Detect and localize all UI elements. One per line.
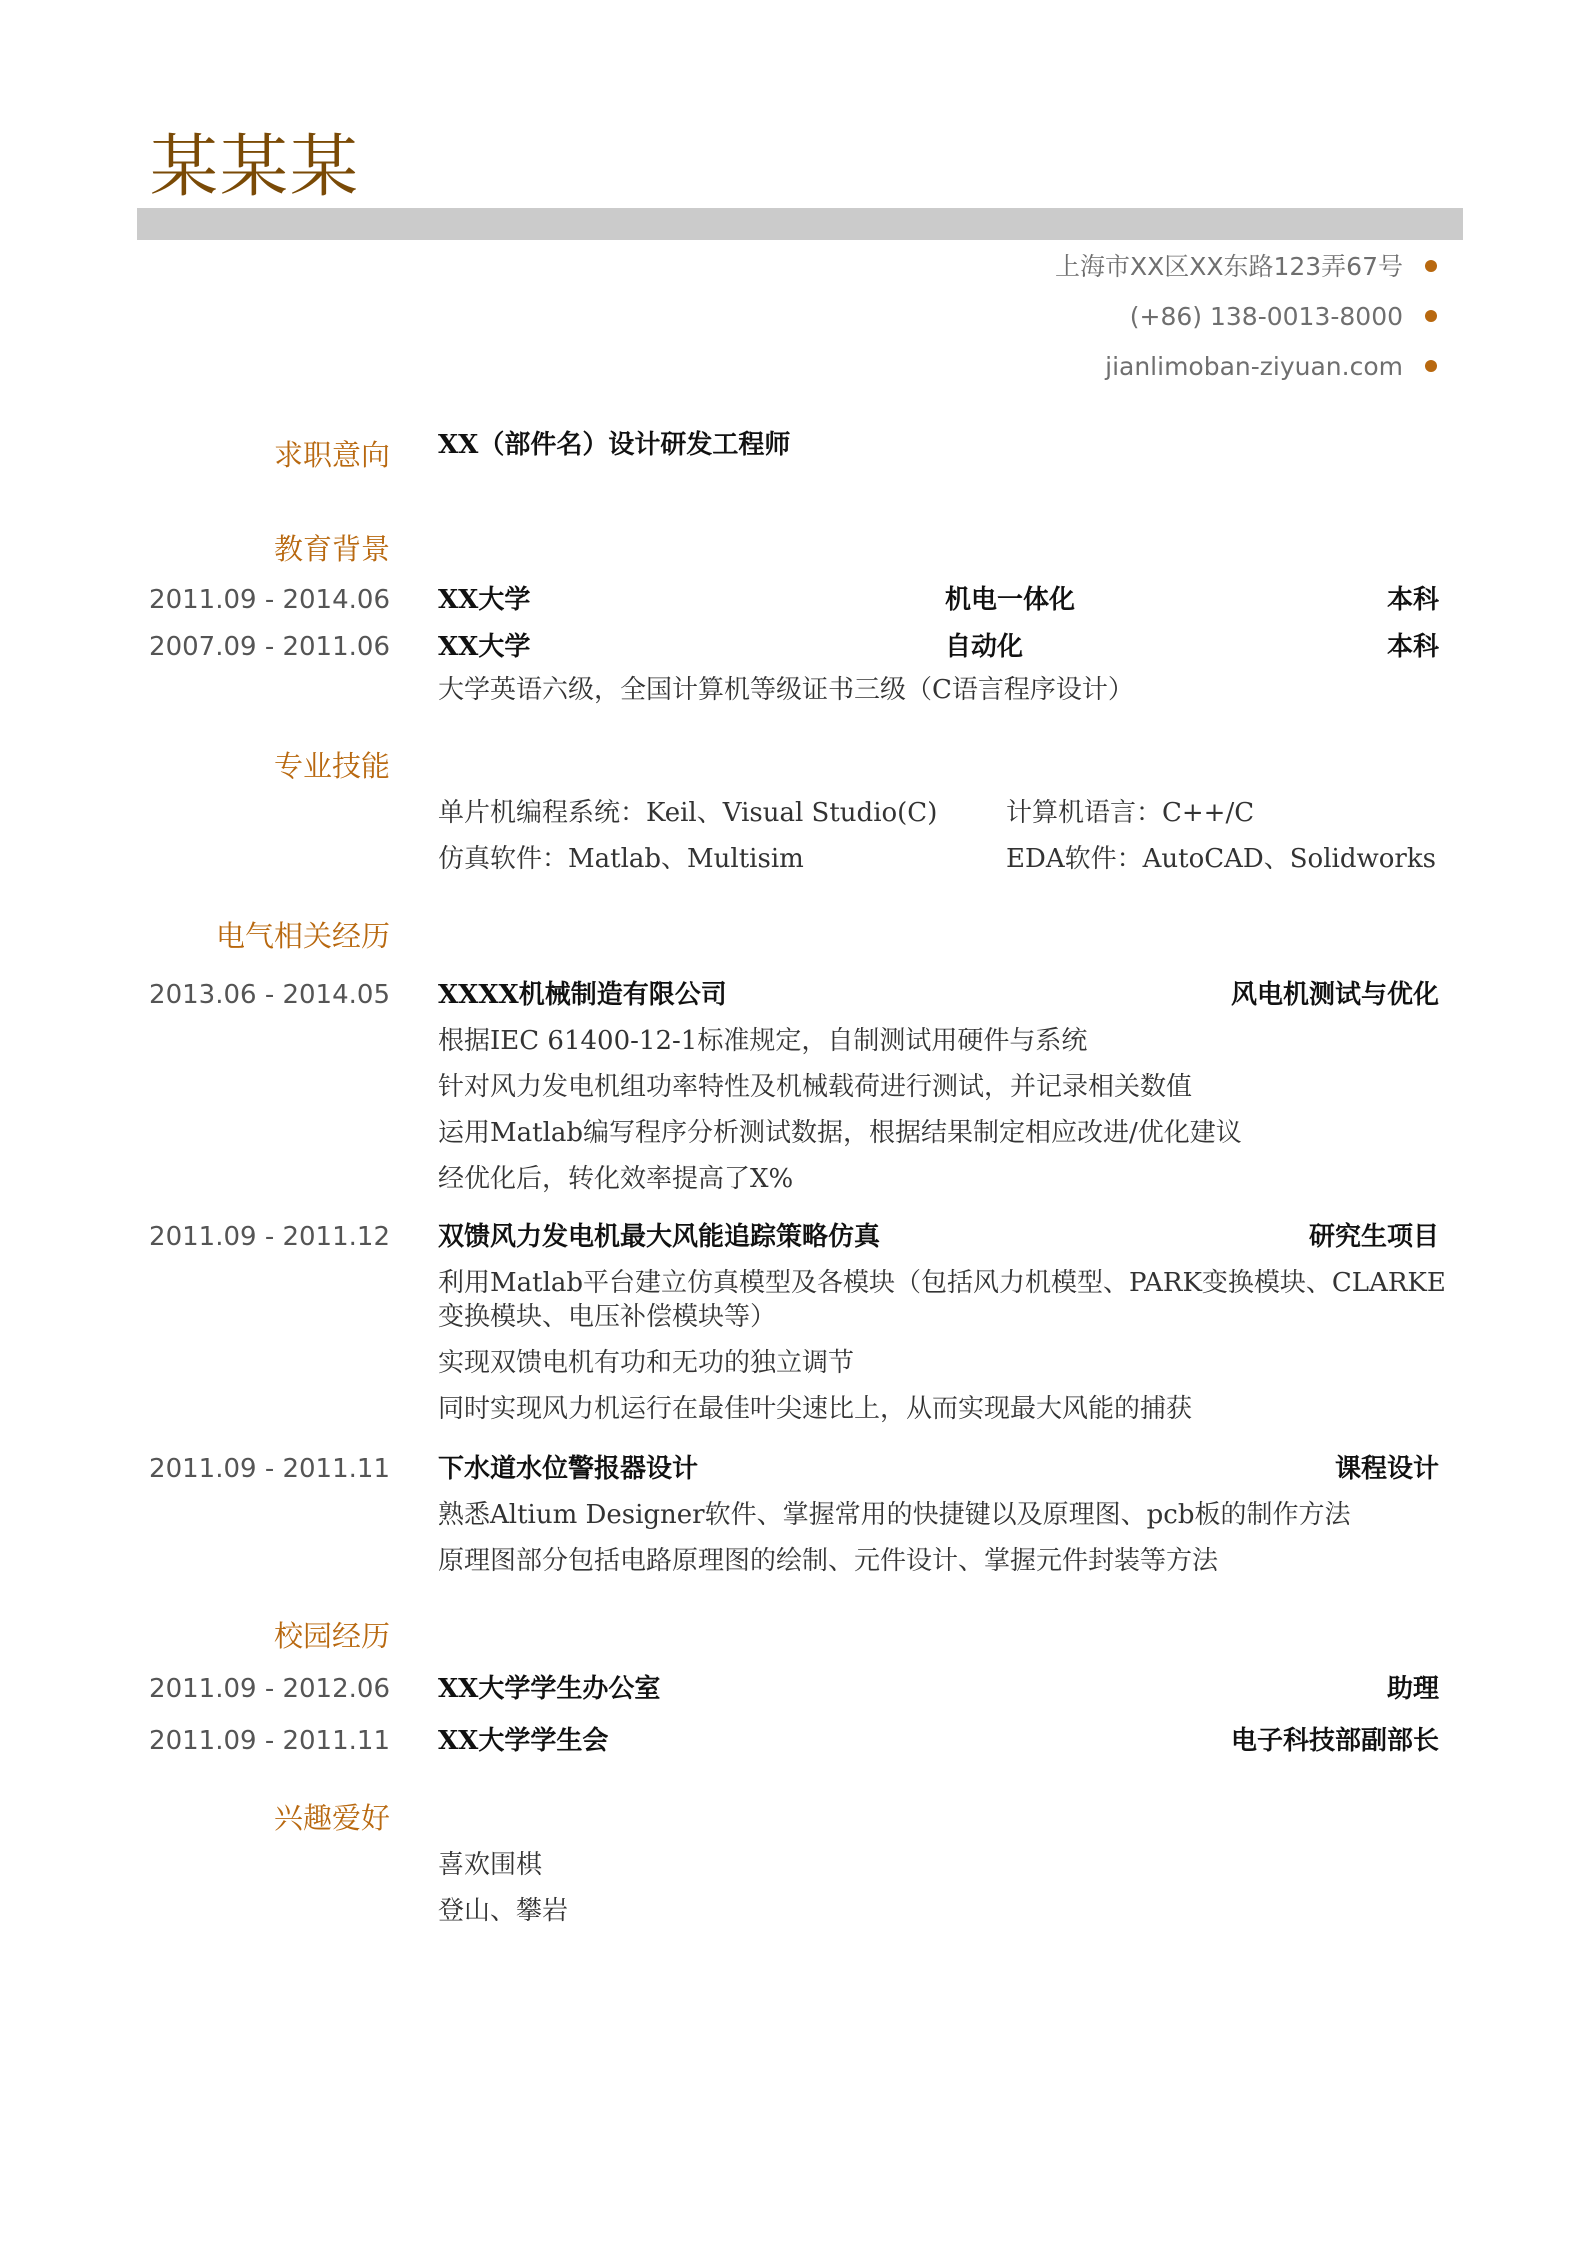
contact-website (1105, 350, 1437, 384)
skill-item: EDA软件：AutoCAD、Solidworks (1006, 844, 1436, 874)
campus-role: 电子科技部副部长 (1230, 1726, 1439, 1756)
experience-org: 双馈风力发电机最大风能追踪策略仿真 (438, 1222, 881, 1252)
section-title-objective: 求职意向 (273, 438, 390, 472)
experience-bullet: 原理图部分包括电路原理图的绘制、元件设计、掌握元件封装等方法 (438, 1546, 1219, 1576)
education-school: XX大学 (438, 585, 531, 615)
experience-role: 风电机测试与优化 (1230, 980, 1439, 1010)
experience-bullet: 经优化后，转化效率提高了X% (438, 1164, 794, 1194)
header-divider-bar (137, 208, 1463, 240)
experience-bullet: 实现双馈电机有功和无功的独立调节 (438, 1348, 855, 1378)
campus-date: 2011.09 - 2011.11 (149, 1726, 390, 1756)
campus-date: 2011.09 - 2012.06 (149, 1674, 390, 1704)
experience-org: 下水道水位警报器设计 (438, 1454, 699, 1484)
website-link[interactable]: jianlimoban-ziyuan.com (1105, 352, 1403, 381)
bullet-dot-icon (1425, 310, 1437, 322)
experience-bullet: 熟悉Altium Designer软件、掌握常用的快捷键以及原理图、pcb板的制作方法 (438, 1500, 1351, 1530)
experience-role: 研究生项目 (1308, 1222, 1439, 1252)
education-major: 机电一体化 (945, 585, 1076, 615)
skill-item: 计算机语言：C++/C (1006, 798, 1255, 828)
skill-item: 单片机编程系统：Keil、Visual Studio(C) (438, 798, 938, 828)
bullet-dot-icon (1425, 360, 1437, 372)
experience-role: 课程设计 (1334, 1454, 1439, 1484)
contact-address (1055, 250, 1437, 284)
education-note: 大学英语六级，全国计算机等级证书三级（C语言程序设计） (438, 675, 1134, 705)
objective-value: XX（部件名）设计研发工程师 (438, 430, 791, 460)
section-title-experience: 电气相关经历 (215, 919, 390, 953)
experience-org: XXXX机械制造有限公司 (438, 980, 727, 1010)
experience-date: 2011.09 - 2011.11 (149, 1454, 390, 1484)
section-title-campus: 校园经历 (273, 1619, 390, 1653)
experience-bullet: 同时实现风力机运行在最佳叶尖速比上，从而实现最大风能的捕获 (438, 1394, 1193, 1424)
experience-bullet: 针对风力发电机组功率特性及机械载荷进行测试，并记录相关数值 (438, 1072, 1193, 1102)
skill-item: 仿真软件：Matlab、Multisim (438, 844, 804, 874)
campus-org: XX大学学生会 (438, 1726, 609, 1756)
hobby-item: 喜欢围棋 (438, 1850, 543, 1880)
campus-role: 助理 (1386, 1674, 1439, 1704)
section-title-skills: 专业技能 (273, 749, 390, 783)
education-degree: 本科 (1386, 632, 1439, 662)
hobby-item: 登山、攀岩 (438, 1896, 569, 1926)
experience-bullet: 根据IEC 61400-12-1标准规定，自制测试用硬件与系统 (438, 1026, 1088, 1056)
address-text: 上海市XX区XX东路123弄67号 (1054, 252, 1403, 281)
phone-text: (+86) 138-0013-8000 (1129, 302, 1403, 331)
contact-phone (1130, 300, 1437, 334)
experience-bullet: 利用Matlab平台建立仿真模型及各模块（包括风力机模型、PARK变换模块、CLARKE变换模块、电压补偿模块等） (438, 1268, 1446, 1332)
section-title-hobbies: 兴趣爱好 (273, 1801, 390, 1835)
education-date: 2007.09 - 2011.06 (149, 632, 390, 662)
education-major: 自动化 (945, 632, 1024, 662)
campus-org: XX大学学生办公室 (438, 1674, 661, 1704)
education-school: XX大学 (438, 632, 531, 662)
bullet-dot-icon (1425, 260, 1437, 272)
candidate-name: 某某某 (150, 128, 361, 207)
experience-bullet: 运用Matlab编写程序分析测试数据，根据结果制定相应改进/优化建议 (438, 1118, 1242, 1148)
experience-date: 2013.06 - 2014.05 (149, 980, 390, 1010)
experience-date: 2011.09 - 2011.12 (149, 1222, 390, 1252)
section-title-education: 教育背景 (273, 532, 390, 566)
education-degree: 本科 (1386, 585, 1439, 615)
education-date: 2011.09 - 2014.06 (149, 585, 390, 615)
